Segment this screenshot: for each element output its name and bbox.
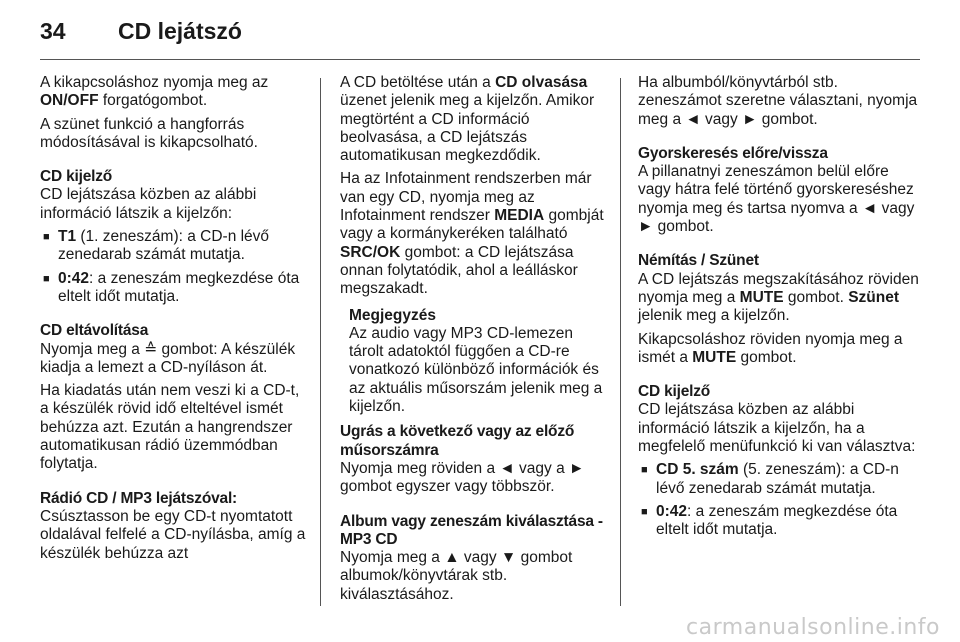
text: gombot.: [783, 288, 849, 306]
bullet-key: 0:42: [58, 269, 90, 287]
paragraph-cd-loading: [340, 74, 610, 165]
column-separator-1: [320, 78, 321, 606]
page-title: CD lejátszó: [118, 18, 242, 44]
paragraph-pause: A szünet funkció a hangforrás módosításával is kikapcsolható.: [40, 115, 258, 151]
header-rule: [40, 59, 920, 60]
heading-next-prev-track: Ugrás a következő vagy az előző műsorszámra: [340, 423, 575, 459]
column-3: [638, 74, 920, 545]
text: Ha az Infotainment rendszerben már van egy CD, nyomja meg az Infotainment rendszer: [340, 170, 592, 225]
column-1: [40, 74, 312, 568]
paragraph-resume: [340, 170, 610, 298]
bullet-text: (5. zeneszám): a CD-n lévő zenedarab számát mutatja.: [656, 461, 899, 497]
bullet-track-2: [638, 461, 920, 498]
paragraph-display-info: CD lejátszása közben az alábbi információ látszik a kijelzőn:: [40, 186, 257, 222]
bullet-track: [40, 228, 312, 265]
on-off-label: ON/OFF: [40, 92, 99, 110]
bullet-time: [40, 270, 312, 307]
bullet-text: : a zeneszám megkezdése óta eltelt időt mutatja.: [656, 502, 898, 539]
heading-radio-cd: Rádió CD / MP3 lejátszóval:: [40, 489, 238, 507]
bullet-key: T1: [58, 228, 77, 246]
note-box: [340, 307, 610, 417]
paragraph-unmute: [638, 331, 920, 368]
bullet-text: : a zeneszám megkezdése óta eltelt időt mutatja.: [58, 269, 300, 305]
text: A CD betöltése után a: [340, 74, 496, 91]
paragraph-track-select: Ha albumból/könyvtárból stb. zeneszámot szeretne választani, nyomja meg a ◄ vagy ► gombot.: [638, 74, 918, 128]
note-text: Az audio vagy MP3 CD-lemezen tárolt adatoktól függően a CD-re vonatkozó különböző információk és az aktuális műsorszám jelenik meg a kijelzőn.: [349, 324, 603, 416]
paragraph-insert-cd: Csúsztasson be egy CD-t nyomtatott oldalával felfelé a CD-nyílásba, amíg a készülék behúzza azt: [40, 507, 306, 562]
heading-fast-search: Gyorskeresés előre/vissza: [638, 144, 828, 162]
paragraph-eject: Nyomja meg a ≙ gombot: A készülék kiadja a lemezt a CD-nyíláson át.: [40, 340, 296, 376]
heading-cd-eject: CD eltávolítása: [40, 322, 149, 340]
page-number: 34: [40, 18, 66, 44]
text: Kikapcsoláshoz röviden nyomja meg a ismét a: [638, 330, 903, 366]
bullet-key: 0:42: [656, 502, 688, 520]
text: A CD lejátszás megszakításához röviden nyomja meg a: [638, 270, 919, 306]
media-label: MEDIA: [494, 207, 545, 225]
paragraph-next-prev: Nyomja meg röviden a ◄ vagy a ► gombot egyszer vagy többször.: [340, 459, 585, 496]
bullet-time-2: [638, 503, 920, 540]
paragraph-mute: [638, 271, 920, 326]
column-separator-2: [620, 78, 621, 606]
text: gombot.: [736, 348, 797, 366]
paragraph-album-select: Nyomja meg a ▲ vagy ▼ gombot albumok/könyvtárak stb. kiválasztásához.: [340, 549, 573, 603]
text: jelenik meg a kijelzőn.: [638, 307, 790, 325]
pause-label: Szünet: [848, 288, 900, 306]
heading-album-select: Album vagy zeneszám kiválasztása - MP3 CD: [340, 512, 603, 548]
text: A kikapcsoláshoz nyomja meg az: [40, 74, 269, 91]
paragraph-reinsert: Ha kiadatás után nem veszi ki a CD-t, a készülék rövid idő elteltével ismét behúzza azt. Ezután a hangrendszer automatikusan rádió üzemmódban folytatja.: [40, 382, 300, 473]
note-heading: Megjegyzés: [349, 306, 437, 324]
text: gombját vagy a kormánykeréken található: [340, 207, 604, 243]
paragraph-power-off: [40, 74, 312, 111]
text: üzenet jelenik meg a kijelzőn. Amikor megtörtént a CD információ beolvasása, a CD lejátszás automatikusan megkezdődik.: [340, 92, 595, 165]
column-2: [340, 74, 610, 609]
mute-label: MUTE: [692, 348, 737, 366]
heading-mute-pause: Némítás / Szünet: [638, 252, 759, 270]
heading-cd-display: CD kijelző: [40, 168, 113, 186]
paragraph-display-info-2: CD lejátszása közben az alábbi információ látszik a kijelzőn, ha a megfelelő menüfunkció ki van választva:: [638, 401, 916, 456]
bullet-key: CD 5. szám: [656, 461, 739, 479]
mute-label: MUTE: [739, 288, 784, 306]
paragraph-fast-search: A pillanatnyi zeneszámon belül előre vagy hátra felé történő gyorskereséshez nyomja meg és tartsa nyomva a ◄ vagy ► gombot.: [638, 163, 915, 236]
text: forgatógombot.: [98, 92, 208, 110]
src-ok-label: SRC/OK: [340, 243, 401, 261]
bullet-text: (1. zeneszám): a CD-n lévő zenedarab számát mutatja.: [58, 228, 270, 264]
cd-reading-label: CD olvasása: [495, 74, 588, 91]
heading-cd-display-2: CD kijelző: [638, 383, 711, 401]
watermark: carmanualsonline.info: [686, 615, 940, 640]
text: gombot: a CD lejátszása onnan folytatódik, ahol a leálláskor megszakadt.: [340, 243, 578, 298]
